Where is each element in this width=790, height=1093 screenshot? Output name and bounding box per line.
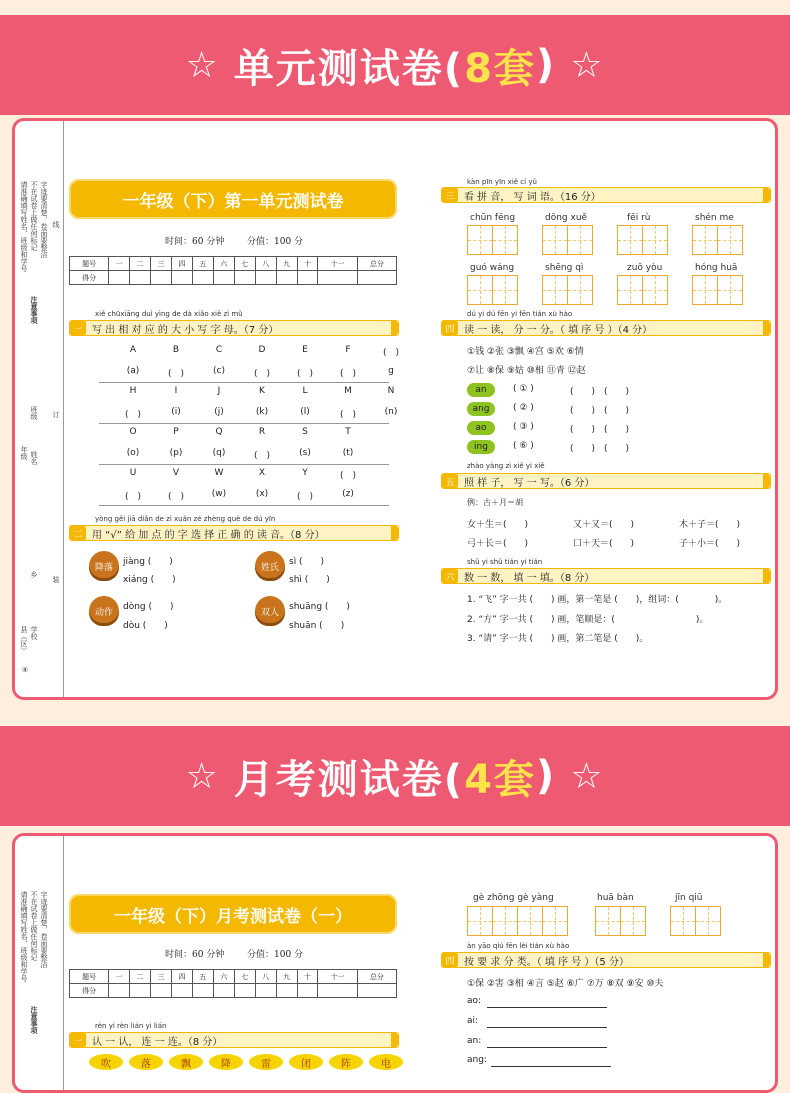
- letter-cell: S: [302, 427, 308, 437]
- divider: [99, 464, 389, 465]
- name-label: 姓名: [30, 451, 38, 465]
- jar-icon: 双人: [255, 596, 285, 626]
- test-title: 一年级（下）第一单元测试卷: [69, 179, 397, 219]
- section-number: 二: [70, 526, 86, 540]
- letter-answer: g: [388, 365, 394, 376]
- writing-grid[interactable]: [467, 225, 517, 255]
- letter-cell: U: [129, 468, 137, 478]
- section-pinyin: zhào yàng zi xiě yi xiě: [467, 462, 545, 470]
- score-table-cell[interactable]: [172, 271, 193, 285]
- jar-icon: 动作: [89, 596, 119, 626]
- word-pinyin: shēng qì: [545, 263, 584, 273]
- score-table-cell[interactable]: [297, 271, 318, 285]
- score-table-header: 四: [172, 257, 193, 271]
- score-table-header: 二: [130, 970, 151, 984]
- answer-slot: ( ① ): [513, 384, 534, 394]
- word-pinyin: huā bàn: [597, 893, 634, 903]
- word-pinyin: hóng huā: [695, 263, 738, 273]
- answer-slot: ( ) ( ): [570, 387, 630, 397]
- score-table-header: 一: [109, 257, 130, 271]
- score-table-cell[interactable]: [130, 271, 151, 285]
- section-number: 四: [442, 953, 458, 967]
- word-pinyin: jīn qiū: [675, 893, 703, 903]
- score-table-header: 八: [255, 970, 276, 984]
- writing-grid[interactable]: [467, 275, 517, 305]
- letter-answer: (n): [384, 406, 398, 417]
- writing-grid[interactable]: [542, 275, 592, 305]
- letter-answer: ( ): [296, 368, 314, 379]
- fish-word-icon[interactable]: 降: [209, 1054, 243, 1070]
- notes-heading: 注意事项: [30, 1006, 39, 1034]
- score-table-header: 六: [213, 970, 234, 984]
- letter-cell: C: [215, 345, 223, 355]
- jar-icon: 姓氏: [255, 551, 285, 581]
- reading-option: dòng ( ): [123, 602, 174, 612]
- score-table-cell[interactable]: [109, 271, 130, 285]
- letter-answer: ( ): [167, 491, 185, 502]
- score-table-header: 一: [109, 970, 130, 984]
- banner-title-count: 8套: [464, 45, 536, 92]
- score-table-header: 二: [130, 257, 151, 271]
- fish-word-icon[interactable]: 飘: [169, 1054, 203, 1070]
- letter-answer: (l): [300, 406, 310, 417]
- score-table-header: 六: [213, 257, 234, 271]
- letter-cell: J: [217, 386, 221, 396]
- letter-cell: ( ): [382, 348, 400, 358]
- note-line-2: 不在试卷上做任何标记: [30, 181, 38, 251]
- reading-option: dòu ( ): [123, 621, 168, 631]
- letter-cell: O: [129, 427, 137, 437]
- letter-answer: ( ): [124, 491, 142, 502]
- score-table-header: 七: [234, 257, 255, 271]
- score-table-cell[interactable]: [318, 984, 357, 998]
- letter-cell: F: [345, 345, 351, 355]
- binding-bind-mark: 装: [52, 576, 60, 583]
- score-table-cell[interactable]: [109, 984, 130, 998]
- letter-answer: (c): [213, 365, 225, 376]
- binding-margin: [15, 836, 64, 1090]
- section-header-6: [441, 568, 771, 584]
- letter-cell: M: [344, 386, 352, 396]
- word-pinyin: shén me: [695, 213, 734, 223]
- section-number: 五: [442, 474, 458, 488]
- letter-answer: (x): [255, 488, 269, 499]
- letter-cell: H: [129, 386, 137, 396]
- answer-slot: ( ) ( ): [570, 444, 630, 454]
- banner-title-prefix: 月考测试卷(: [233, 756, 465, 803]
- score-table-header: 总分: [357, 970, 396, 984]
- question: 1. “飞” 字一共 ( ) 画，第一笔是 ( )，组词：( )。: [467, 595, 728, 605]
- equation: 木＋子＝( ): [679, 520, 741, 530]
- score-table-cell[interactable]: [357, 984, 396, 998]
- section-pinyin: rèn yi rèn lián yi lián: [95, 1022, 167, 1030]
- options-line: ⑦让 ⑧保 ⑨姑 ⑩相 ⑪青 ⑫赵: [467, 366, 586, 376]
- section-header-4: [441, 320, 771, 336]
- score-table-cell[interactable]: [151, 984, 172, 998]
- reading-option: shì ( ): [289, 575, 330, 585]
- equation: 又＋又＝( ): [573, 520, 635, 530]
- score-table-cell: 得分: [70, 271, 109, 285]
- answer-slot: ( ③ ): [513, 422, 534, 432]
- equation: 子＋小＝( ): [679, 539, 741, 549]
- score-table-header: 九: [276, 257, 297, 271]
- word-pinyin: dōng xuě: [545, 213, 588, 223]
- answer-slot: ( ) ( ): [570, 425, 630, 435]
- writing-grid[interactable]: [692, 225, 742, 255]
- county-label: 县（区）: [20, 626, 28, 654]
- score-table-cell[interactable]: [276, 984, 297, 998]
- score-table-header: 十一: [318, 257, 357, 271]
- category-label: ao:: [467, 996, 482, 1006]
- notes-heading: 注意事项: [30, 296, 39, 324]
- section-header-3: [441, 187, 771, 203]
- section-label: 读 一 读， 分 一 分。（ 填 序 号 ）（4 分）: [464, 324, 653, 336]
- score-table-cell[interactable]: [234, 984, 255, 998]
- letter-cell: B: [172, 345, 180, 355]
- letter-answer: (i): [171, 406, 181, 417]
- banner-title-prefix: 单元测试卷(: [233, 45, 465, 92]
- letter-cell: ( ): [339, 471, 357, 481]
- category-label: ai:: [467, 1016, 479, 1026]
- score-table-header: 题号: [70, 970, 109, 984]
- score-table: [69, 969, 397, 998]
- score-table-cell[interactable]: [234, 271, 255, 285]
- score-table-cell[interactable]: [255, 984, 276, 998]
- pinyin-tag: ing: [467, 440, 495, 454]
- section-label: 写 出 相 对 应 的 大 小 写 字 母。（7 分）: [92, 324, 279, 336]
- score-table-header: 十: [297, 970, 318, 984]
- writing-grid[interactable]: [595, 906, 645, 936]
- section-pinyin: yòng gěi jiā diǎn de zì xuǎn zé zhèng què de dú yīn: [95, 515, 276, 523]
- letter-cell: L: [302, 386, 308, 396]
- writing-grid[interactable]: [467, 906, 567, 936]
- fish-word-icon[interactable]: 落: [129, 1054, 163, 1070]
- reading-option: jiàng ( ): [123, 557, 173, 567]
- letter-answer: ( ): [167, 368, 185, 379]
- letter-cell: V: [172, 468, 180, 478]
- pinyin-tag: ang: [467, 402, 495, 416]
- letter-cell: I: [174, 386, 178, 396]
- answer-slot: ( ② ): [513, 403, 534, 413]
- score-table-header: 十一: [318, 970, 357, 984]
- section-number: 六: [442, 569, 458, 583]
- score-table-cell[interactable]: [130, 984, 151, 998]
- section-banner-monthly-tests: [0, 726, 790, 826]
- fish-word-icon[interactable]: 雷: [249, 1054, 283, 1070]
- binding-staple-mark: 订: [52, 411, 60, 418]
- section-pinyin: shǔ yi shǔ tián yi tián: [467, 558, 543, 566]
- monthly-test-preview-card: [12, 833, 778, 1093]
- grade-label: 年级: [20, 446, 28, 460]
- fish-word-icon[interactable]: 阵: [329, 1054, 363, 1070]
- star-icon: ☆: [570, 755, 605, 797]
- section-pinyin: àn yāo qiú fēn lèi tián xù hào: [467, 942, 570, 950]
- score-table-cell[interactable]: [297, 984, 318, 998]
- score-table-cell: 得分: [70, 984, 109, 998]
- options-line: ①钱 ②张 ③飘 ④宫 ⑤欢 ⑥情: [467, 347, 584, 357]
- writing-grid[interactable]: [617, 275, 667, 305]
- section-label: 看 拼 音， 写 词 语。（16 分）: [464, 191, 601, 203]
- score-info: 分值：100 分: [247, 237, 304, 247]
- letter-answer: (o): [126, 447, 140, 458]
- reading-option: shuān ( ): [289, 621, 345, 631]
- section-header-1: [69, 1032, 399, 1048]
- letter-answer: (p): [169, 447, 183, 458]
- equation: 口＋天＝( ): [573, 539, 635, 549]
- fish-word-icon[interactable]: 闭: [289, 1054, 323, 1070]
- banner-title-suffix: ): [535, 753, 557, 799]
- section-number: 一: [70, 1033, 86, 1047]
- note-line-1: 请准确填写姓名、班级和学号: [20, 891, 28, 982]
- answer-line[interactable]: [491, 1066, 611, 1067]
- category-label: an:: [467, 1036, 482, 1046]
- letter-answer: ( ): [124, 409, 142, 420]
- jar-icon: 降落: [89, 551, 119, 581]
- letter-answer: ( ): [339, 409, 357, 420]
- score-table-cell[interactable]: [192, 984, 213, 998]
- score-table-cell[interactable]: [192, 271, 213, 285]
- word-pinyin: guó wáng: [470, 263, 515, 273]
- letter-answer: (k): [255, 406, 269, 417]
- section-number: 三: [442, 188, 458, 202]
- star-icon: ☆: [570, 44, 605, 86]
- score-table-header: 四: [172, 970, 193, 984]
- section-label: 照 样 子， 写 一 写。（6 分）: [464, 477, 595, 489]
- category-label: ang:: [467, 1055, 487, 1065]
- word-pinyin: zuǒ yòu: [627, 263, 663, 273]
- section-header-1: [69, 320, 399, 336]
- letter-answer: ( ): [339, 368, 357, 379]
- section-pinyin: dú yi dú fēn yi fēn tián xù hào: [467, 310, 573, 318]
- example-text: 例：古＋月＝胡: [467, 498, 523, 507]
- pinyin-tag: ao: [467, 421, 495, 435]
- letter-answer: ( ): [296, 491, 314, 502]
- unit-test-preview-card: [12, 118, 778, 700]
- answer-slot: ( ⑥ ): [513, 441, 534, 451]
- letter-cell: D: [258, 345, 266, 355]
- score-table-cell[interactable]: [318, 271, 357, 285]
- score-table-header: 题号: [70, 257, 109, 271]
- score-table-header: 五: [192, 257, 213, 271]
- note-line-2: 不在试卷上做任何标记: [30, 891, 38, 961]
- section-header-5: [441, 473, 771, 489]
- section-label: 数 一 数， 填 一 填。（8 分）: [464, 572, 595, 584]
- score-table-header: 十: [297, 257, 318, 271]
- letter-answer: (z): [342, 488, 354, 499]
- section-banner-unit-tests: [0, 15, 790, 115]
- answer-line[interactable]: [487, 1027, 607, 1028]
- score-table-header: 七: [234, 970, 255, 984]
- section-number: 四: [442, 321, 458, 335]
- divider: [99, 382, 389, 383]
- section-label: 按 要 求 分 类。（ 填 序 号 ）（5 分）: [464, 956, 629, 968]
- letter-cell: E: [302, 345, 308, 355]
- score-table-cell[interactable]: [172, 984, 193, 998]
- word-pinyin: fēi rù: [627, 213, 651, 223]
- divider: [99, 505, 389, 506]
- letter-answer: ( ): [253, 368, 271, 379]
- letter-cell: P: [173, 427, 179, 437]
- village-label: 乡: [30, 571, 38, 578]
- binding-line-mark: 线: [52, 221, 60, 228]
- school-label: 学校: [30, 626, 38, 640]
- score-table: [69, 256, 397, 285]
- score-table-header: 五: [192, 970, 213, 984]
- score-table-header: 总分: [357, 257, 396, 271]
- letter-cell: W: [214, 468, 224, 478]
- question: 3. “请” 字一共 ( ) 画，第二笔是 ( )。: [467, 634, 649, 644]
- letter-answer: (q): [212, 447, 226, 458]
- star-icon: ☆: [185, 44, 220, 86]
- writing-grid[interactable]: [670, 906, 720, 936]
- letter-answer: (t): [342, 447, 354, 458]
- score-table-header: 九: [276, 970, 297, 984]
- fish-word-icon[interactable]: 吹: [89, 1054, 123, 1070]
- letter-answer: (j): [214, 406, 224, 417]
- answer-line[interactable]: [487, 1007, 607, 1008]
- note-line-3: 字迹要清楚，卷面要整洁: [40, 181, 48, 258]
- section-header-4: [441, 952, 771, 968]
- writing-grid[interactable]: [542, 225, 592, 255]
- test-title: 一年级（下）月考测试卷（一）: [69, 894, 397, 934]
- score-table-header: 三: [151, 257, 172, 271]
- reading-option: sì ( ): [289, 557, 325, 567]
- letter-answer: (a): [126, 365, 140, 376]
- score-info: 分值：100 分: [247, 950, 304, 960]
- options-line: ①保 ②害 ③相 ④言 ⑤赵 ⑥广 ⑦万 ⑧双 ⑨安 ⑩夫: [467, 979, 664, 989]
- letter-answer: ( ): [253, 450, 271, 461]
- time-info: 时间：60 分钟: [165, 950, 225, 960]
- note-line-3: 字迹要清楚，卷面要整洁: [40, 891, 48, 968]
- score-table-header: 八: [255, 257, 276, 271]
- word-pinyin: gè zhōng gè yàng: [473, 893, 554, 903]
- letter-cell: X: [258, 468, 266, 478]
- letter-cell: R: [258, 427, 266, 437]
- letter-cell: Y: [302, 468, 308, 478]
- letter-cell: K: [259, 386, 265, 396]
- letter-cell: Q: [215, 427, 223, 437]
- score-table-cell[interactable]: [357, 271, 396, 285]
- reading-option: xiáng ( ): [123, 575, 176, 585]
- writing-grid[interactable]: [617, 225, 667, 255]
- binding-margin: [15, 121, 64, 697]
- section-label: 用 “√” 给 加 点 的 字 选 择 正 确 的 读 音。（8 分）: [92, 529, 325, 541]
- question: 2. “方” 字一共 ( ) 画，笔顺是：( )。: [467, 615, 709, 625]
- letter-answer: (w): [211, 488, 227, 499]
- section-header-2: [69, 525, 399, 541]
- banner-title-count: 4套: [464, 756, 536, 803]
- letter-cell: T: [345, 427, 351, 437]
- answer-slot: ( ) ( ): [570, 406, 630, 416]
- writing-grid[interactable]: [692, 275, 742, 305]
- score-table-cell[interactable]: [151, 271, 172, 285]
- section-label: 认 一 认， 连 一 连。（8 分）: [92, 1036, 223, 1048]
- score-table-header: 三: [151, 970, 172, 984]
- equation: 弓＋长＝( ): [467, 539, 529, 549]
- section-number: 一: [70, 321, 86, 335]
- letter-cell: N: [387, 386, 395, 396]
- letter-answer: (s): [299, 447, 311, 458]
- score-table-cell[interactable]: [255, 271, 276, 285]
- score-table-cell[interactable]: [276, 271, 297, 285]
- banner-title-suffix: ): [535, 42, 557, 88]
- divider: [99, 423, 389, 424]
- answer-line[interactable]: [487, 1047, 607, 1048]
- equation: 女＋生＝( ): [467, 520, 529, 530]
- word-pinyin: chūn fēng: [470, 213, 516, 223]
- score-table-cell[interactable]: [213, 271, 234, 285]
- star-icon: ☆: [185, 755, 220, 797]
- section-pinyin: xiě chūxiāng duì yìng de dà xiǎo xiě zì mǔ: [95, 310, 243, 318]
- fish-word-icon[interactable]: 电: [369, 1054, 403, 1070]
- reading-option: shuāng ( ): [289, 602, 350, 612]
- pinyin-tag: an: [467, 383, 495, 397]
- score-table-cell[interactable]: [213, 984, 234, 998]
- class-label: 班级: [30, 406, 38, 420]
- letter-cell: A: [129, 345, 137, 355]
- page-number: ④: [21, 666, 29, 674]
- note-line-1: 请准确填写姓名、班级和学号: [20, 181, 28, 272]
- section-pinyin: kàn pīn yīn xiě cí yǔ: [467, 178, 537, 186]
- time-info: 时间：60 分钟: [165, 237, 225, 247]
